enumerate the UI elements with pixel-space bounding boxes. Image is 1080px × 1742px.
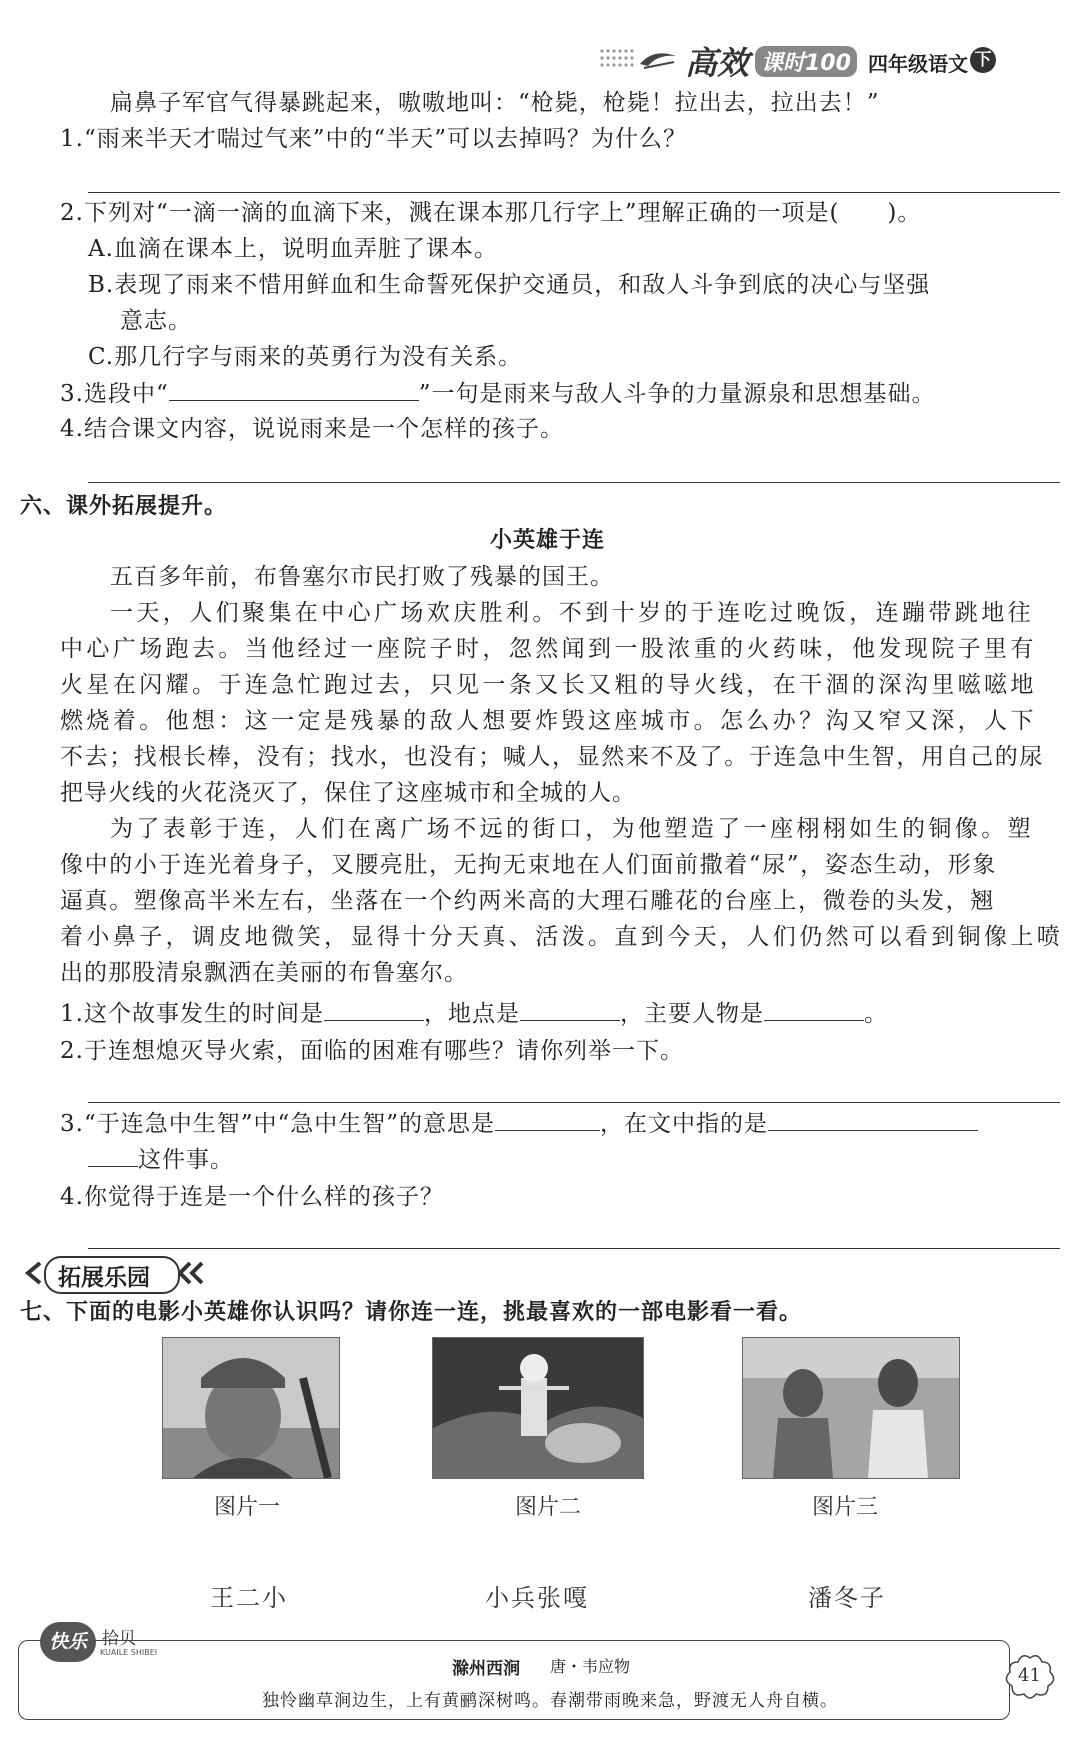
q3-suffix: ”一句是雨来与敌人斗争的力量源泉和思想基础。 xyxy=(418,381,936,407)
village-boys-image xyxy=(743,1338,959,1478)
story-paragraph-1: 五百多年前，布鲁塞尔市民打败了残暴的国王。 xyxy=(110,564,614,590)
brand-subtitle: 课时100 xyxy=(755,46,857,77)
banner-label: 拓展乐园 xyxy=(58,1265,150,1291)
answer-blank[interactable] xyxy=(520,996,620,1021)
story-line: 为了表彰于连，人们在离广场不远的街口，为他塑造了一座栩栩如生的铜像。塑 xyxy=(110,816,1034,842)
banner-left-arrow-icon xyxy=(20,1260,46,1286)
passage-line: 扁鼻子军官气得暴跳起来，嗷嗷地叫：“枪毙，枪毙！拉出去，拉出去！” xyxy=(110,90,880,116)
volume-badge: 下 xyxy=(970,47,996,73)
story-line: 把导火线的火花浇灭了，保住了这座城市和全城的人。 xyxy=(60,780,636,806)
section-banner xyxy=(20,1256,205,1290)
option-b-cont: 意志。 xyxy=(120,308,192,334)
dot-pattern-icon xyxy=(598,46,678,72)
cowherd-boy-image xyxy=(433,1338,643,1478)
answer-line[interactable] xyxy=(88,1248,1060,1249)
grade-label: 四年级语文 xyxy=(868,52,968,76)
question-5-2: 2.下列对“一滴一滴的血滴下来，溅在课本那几行字上”理解正确的一项是( )。 xyxy=(60,200,922,226)
question-6-3-cont xyxy=(88,1142,234,1177)
answer-blank[interactable] xyxy=(495,1106,600,1131)
page-header xyxy=(590,40,1060,80)
boy-soldier-image xyxy=(163,1338,339,1478)
section-6-heading: 六、课外拓展提升。 xyxy=(20,494,228,519)
page-number: 41 xyxy=(1018,1665,1041,1686)
section-7-heading: 七、下面的电影小英雄你认识吗？请你连一连，挑最喜欢的一部电影看一看。 xyxy=(20,1300,803,1325)
question-5-1: 1.“雨来半天才喘过气来”中的“半天”可以去掉吗？为什么？ xyxy=(60,126,687,152)
banner-right-arrow-icon xyxy=(178,1260,206,1286)
story-line: 不去；找根长棒，没有；找水，也没有；喊人，显然来不及了。于连急中生智，用自己的尿 xyxy=(60,744,1044,770)
logo-side-text: 拾贝 xyxy=(102,1629,136,1649)
page-number-badge xyxy=(1004,1652,1056,1702)
story-line: 燃烧着。他想：这一定是残暴的敌人想要炸毁这座城市。怎么办？沟又窄又深，人下 xyxy=(60,708,1037,734)
logo-badge: 快乐 xyxy=(40,1622,96,1662)
poem-text: 独怜幽草涧边生，上有黄鹂深树鸣。春潮带雨晚来急，野渡无人舟自横。 xyxy=(262,1691,838,1711)
answer-line[interactable] xyxy=(88,482,1060,483)
picture-caption: 图片一 xyxy=(214,1495,281,1520)
answer-blank[interactable] xyxy=(768,1106,978,1131)
movie-still-2[interactable] xyxy=(432,1337,644,1479)
q1-end: 。 xyxy=(863,1001,888,1027)
q3-meaning-label: 3.“于连急中生智”中“急中生智”的意思是 xyxy=(60,1111,495,1137)
poem-author: 唐・韦应物 xyxy=(550,1657,631,1676)
story-line: 着小鼻子，调皮地微笑，显得十分天真、活泼。直到今天，人们仍然可以看到铜像上喷 xyxy=(60,924,1064,950)
question-5-4: 4.结合课文内容，说说雨来是一个怎样的孩子。 xyxy=(60,416,564,442)
option-a[interactable]: A.血滴在课本上，说明血弄脏了课本。 xyxy=(88,236,498,262)
question-6-1 xyxy=(60,996,888,1031)
q1-place-label: ，地点是 xyxy=(423,1001,520,1027)
answer-line[interactable] xyxy=(88,1102,1060,1103)
story-title: 小英雄于连 xyxy=(490,528,606,553)
movie-still-1[interactable] xyxy=(162,1337,340,1479)
answer-blank[interactable] xyxy=(324,996,424,1021)
question-6-2: 2.于连想熄灭导火索，面临的困难有哪些？请你列举一下。 xyxy=(60,1038,684,1064)
story-line: 火星在闪耀。于连急忙跑过去，只见一条又长又粗的导火线，在干涸的深沟里嗞嗞地 xyxy=(60,672,1037,698)
answer-blank[interactable] xyxy=(169,376,419,401)
story-line: 一天，人们聚集在中心广场欢庆胜利。不到十岁的于连吃过晚饭，连蹦带跳地往 xyxy=(110,600,1034,626)
logo-pinyin: KUAILE SHIBEI xyxy=(100,1648,158,1657)
question-6-3 xyxy=(60,1106,978,1141)
question-5-3 xyxy=(60,376,935,411)
option-c[interactable]: C.那几行字与雨来的英勇行为没有关系。 xyxy=(88,344,523,370)
option-b[interactable]: B.表现了雨来不惜用鲜血和生命誓死保护交通员，和敌人斗争到底的决心与坚强 xyxy=(88,272,931,298)
picture-caption: 图片三 xyxy=(812,1495,879,1520)
q3-end: 这件事。 xyxy=(138,1147,234,1173)
story-line: 中心广场跑去。当他经过一座院子时，忽然闻到一股浓重的火药味，他发现院子里有 xyxy=(60,636,1037,662)
q3-prefix: 3.选段中“ xyxy=(60,381,169,407)
answer-line[interactable] xyxy=(88,192,1060,193)
poem-title: 滁州西涧 xyxy=(452,1659,520,1679)
picture-caption: 图片二 xyxy=(515,1495,582,1520)
story-line: 逼真。塑像高半米左右，坐落在一个约两米高的大理石雕花的台座上，微卷的头发，翘 xyxy=(60,888,995,914)
q1-person-label: ，主要人物是 xyxy=(619,1001,764,1027)
movie-still-3[interactable] xyxy=(742,1337,960,1479)
footer-logo xyxy=(40,1622,160,1666)
q3-context-label: ，在文中指的是 xyxy=(599,1111,768,1137)
hero-name[interactable]: 王二小 xyxy=(210,1584,288,1612)
answer-blank[interactable] xyxy=(764,996,864,1021)
answer-blank[interactable] xyxy=(88,1142,138,1167)
hero-name[interactable]: 小兵张嘎 xyxy=(485,1584,589,1612)
question-6-4: 4.你觉得于连是一个什么样的孩子？ xyxy=(60,1184,444,1210)
story-line: 出的那股清泉飘洒在美丽的布鲁塞尔。 xyxy=(60,960,468,986)
brand-title: 高效 xyxy=(685,44,750,82)
hero-name[interactable]: 潘冬子 xyxy=(808,1584,886,1612)
q1-time-label: 1.这个故事发生的时间是 xyxy=(60,1001,324,1027)
story-line: 像中的小于连光着身子，叉腰亮肚，无拘无束地在人们面前撒着“尿”，姿态生动，形象 xyxy=(60,852,997,878)
